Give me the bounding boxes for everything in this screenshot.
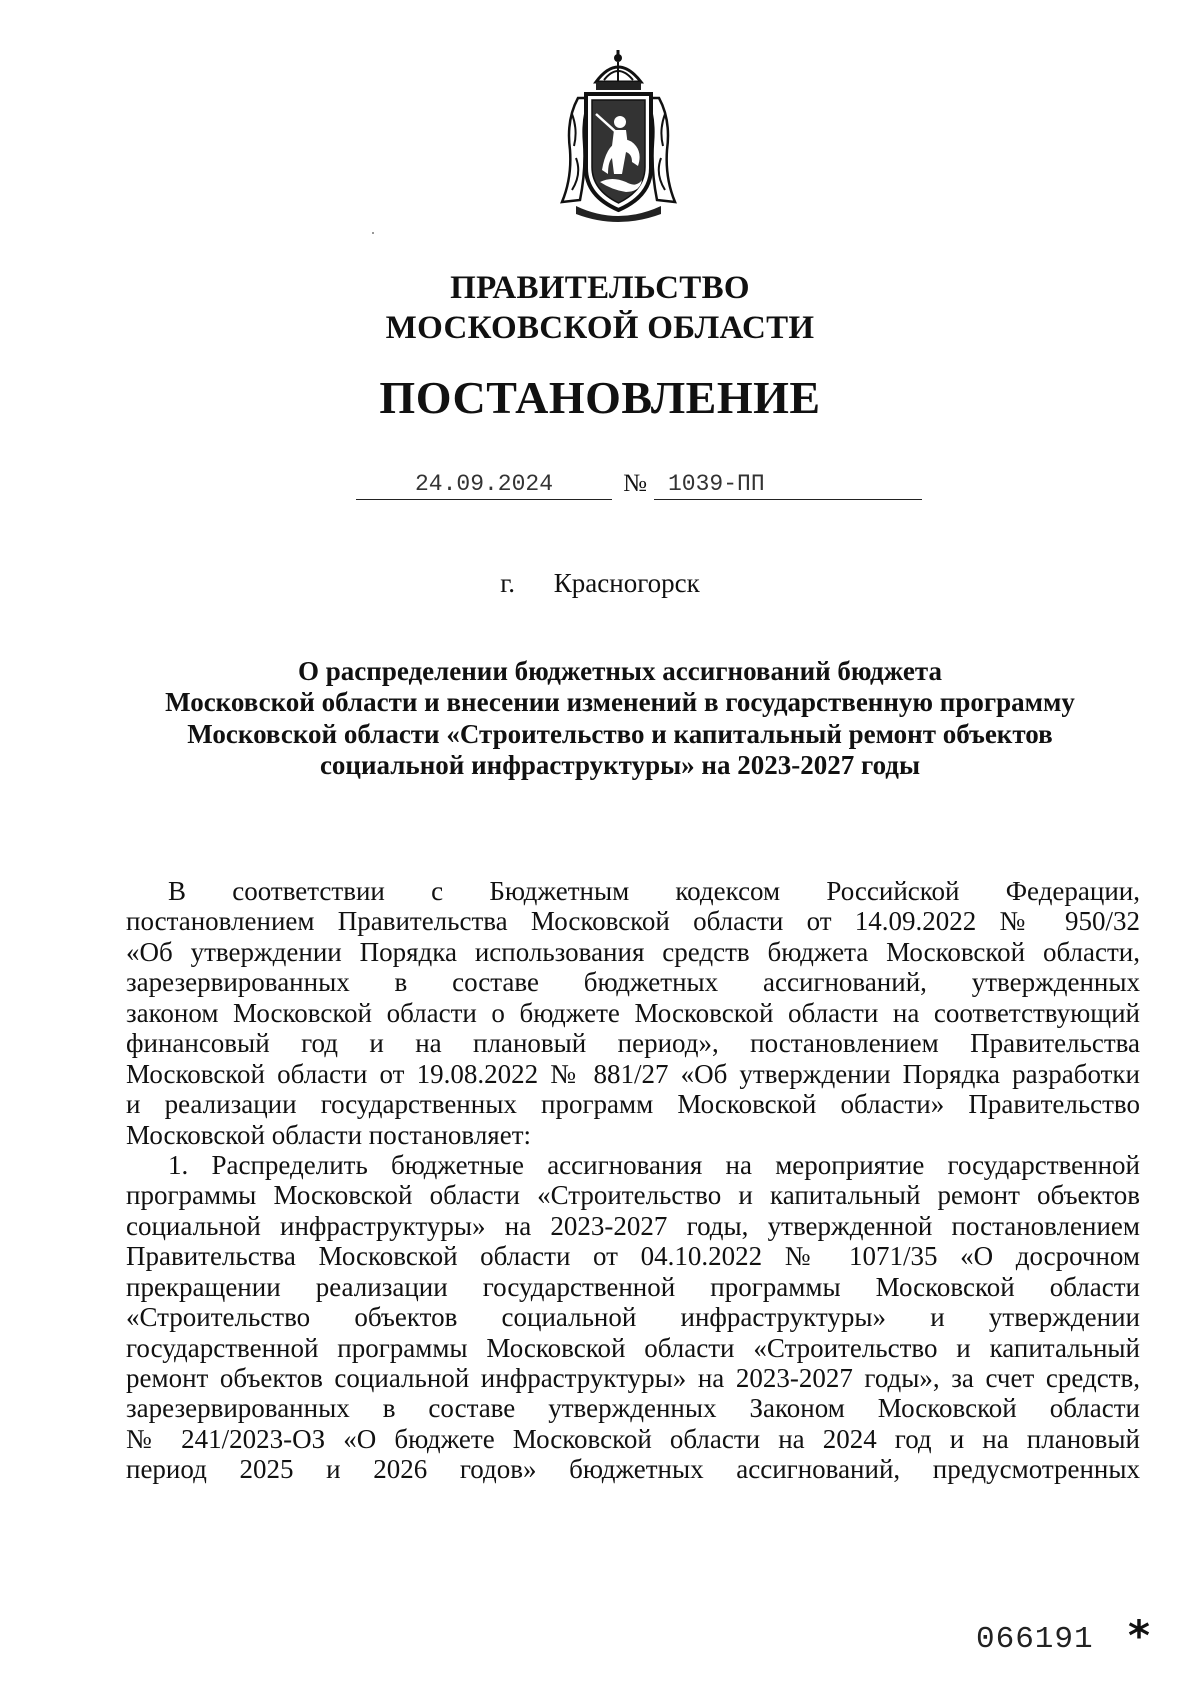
registration-date: 24.09.2024 bbox=[414, 471, 554, 497]
moscow-oblast-coat-of-arms-icon bbox=[556, 50, 681, 222]
body-line: зарезервированных в составе утвержденных Законом Московской области bbox=[126, 1393, 1140, 1424]
government-name-line-2: МОСКОВСКОЙ ОБЛАСТИ bbox=[385, 310, 815, 346]
serial-mark-asterisk: * bbox=[1128, 1611, 1150, 1660]
body-line: Московской области от 19.08.2022 № 881/27 «Об утверждении Порядка разработки bbox=[126, 1058, 1140, 1089]
body-line: ремонт объектов социальной инфраструктуры» на 2023-2027 годы», за счет средств, bbox=[126, 1363, 1140, 1393]
body-line: финансовый год и на плановый период», постановлением Правительства bbox=[126, 1028, 1140, 1059]
document-serial-number: 066191 bbox=[976, 1622, 1094, 1657]
subject-title-line: Московской области и внесении изменений в государственную программу bbox=[165, 687, 1075, 718]
body-line: законом Московской области о бюджете Московской области на соответствующий bbox=[126, 997, 1140, 1028]
document-subject-title bbox=[130, 656, 1110, 781]
subject-title-line: социальной инфраструктуры» на 2023-2027 годы bbox=[319, 749, 921, 780]
body-line: зарезервированных в составе бюджетных ассигнований, утвержденных bbox=[126, 967, 1140, 998]
registration-date-underline bbox=[356, 499, 612, 500]
scan-artifact bbox=[372, 232, 374, 234]
body-line: прекращении реализации государственной программы Московской области bbox=[126, 1271, 1140, 1302]
registration-number: 1039-ПП bbox=[668, 471, 765, 497]
body-line: государственной программы Московской области «Строительство и капитальный bbox=[126, 1332, 1140, 1363]
body-line: программы Московской области «Строительство и капитальный ремонт объектов bbox=[126, 1180, 1140, 1211]
body-line: Правительства Московской области от 04.10.2022 № 1071/35 «О досрочном bbox=[126, 1241, 1140, 1272]
body-line: и реализации государственных программ Московской области» Правительство bbox=[126, 1089, 1140, 1120]
body-line: «Строительство объектов социальной инфраструктуры» и утверждении bbox=[126, 1302, 1140, 1333]
body-line: «Об утверждении Порядка использования средств бюджета Московской области, bbox=[126, 936, 1140, 967]
document-type-title: ПОСТАНОВЛЕНИЕ bbox=[379, 372, 821, 423]
city-line bbox=[0, 566, 1200, 600]
document-body bbox=[126, 876, 1140, 1485]
body-line: постановлением Правительства Московской области от 14.09.2022 № 950/32 bbox=[126, 906, 1140, 937]
body-line: В соответствии с Бюджетным кодексом Российской Федерации, bbox=[168, 876, 1140, 906]
subject-title-line: О распределении бюджетных ассигнований бюджета bbox=[298, 656, 942, 686]
body-line: 1. Распределить бюджетные ассигнования на мероприятие государственной bbox=[168, 1149, 1140, 1180]
government-name-line-1: ПРАВИТЕЛЬСТВО bbox=[450, 270, 750, 306]
subject-title-line: Московской области «Строительство и капитальный ремонт объектов bbox=[187, 718, 1053, 749]
city-name: Красногорск bbox=[553, 568, 700, 598]
body-line: период 2025 и 2026 годов» бюджетных ассигнований, предусмотренных bbox=[126, 1454, 1140, 1485]
body-line: социальной инфраструктуры» на 2023-2027 годы, утвержденной постановлением bbox=[126, 1210, 1140, 1241]
city-prefix: г. bbox=[500, 568, 516, 598]
registration-number-sign: № bbox=[623, 470, 647, 497]
registration-number-underline bbox=[654, 499, 922, 500]
body-line: Московской области постановляет: bbox=[126, 1119, 531, 1150]
body-line: № 241/2023-ОЗ «О бюджете Московской области на 2024 год и на плановый bbox=[126, 1423, 1140, 1454]
